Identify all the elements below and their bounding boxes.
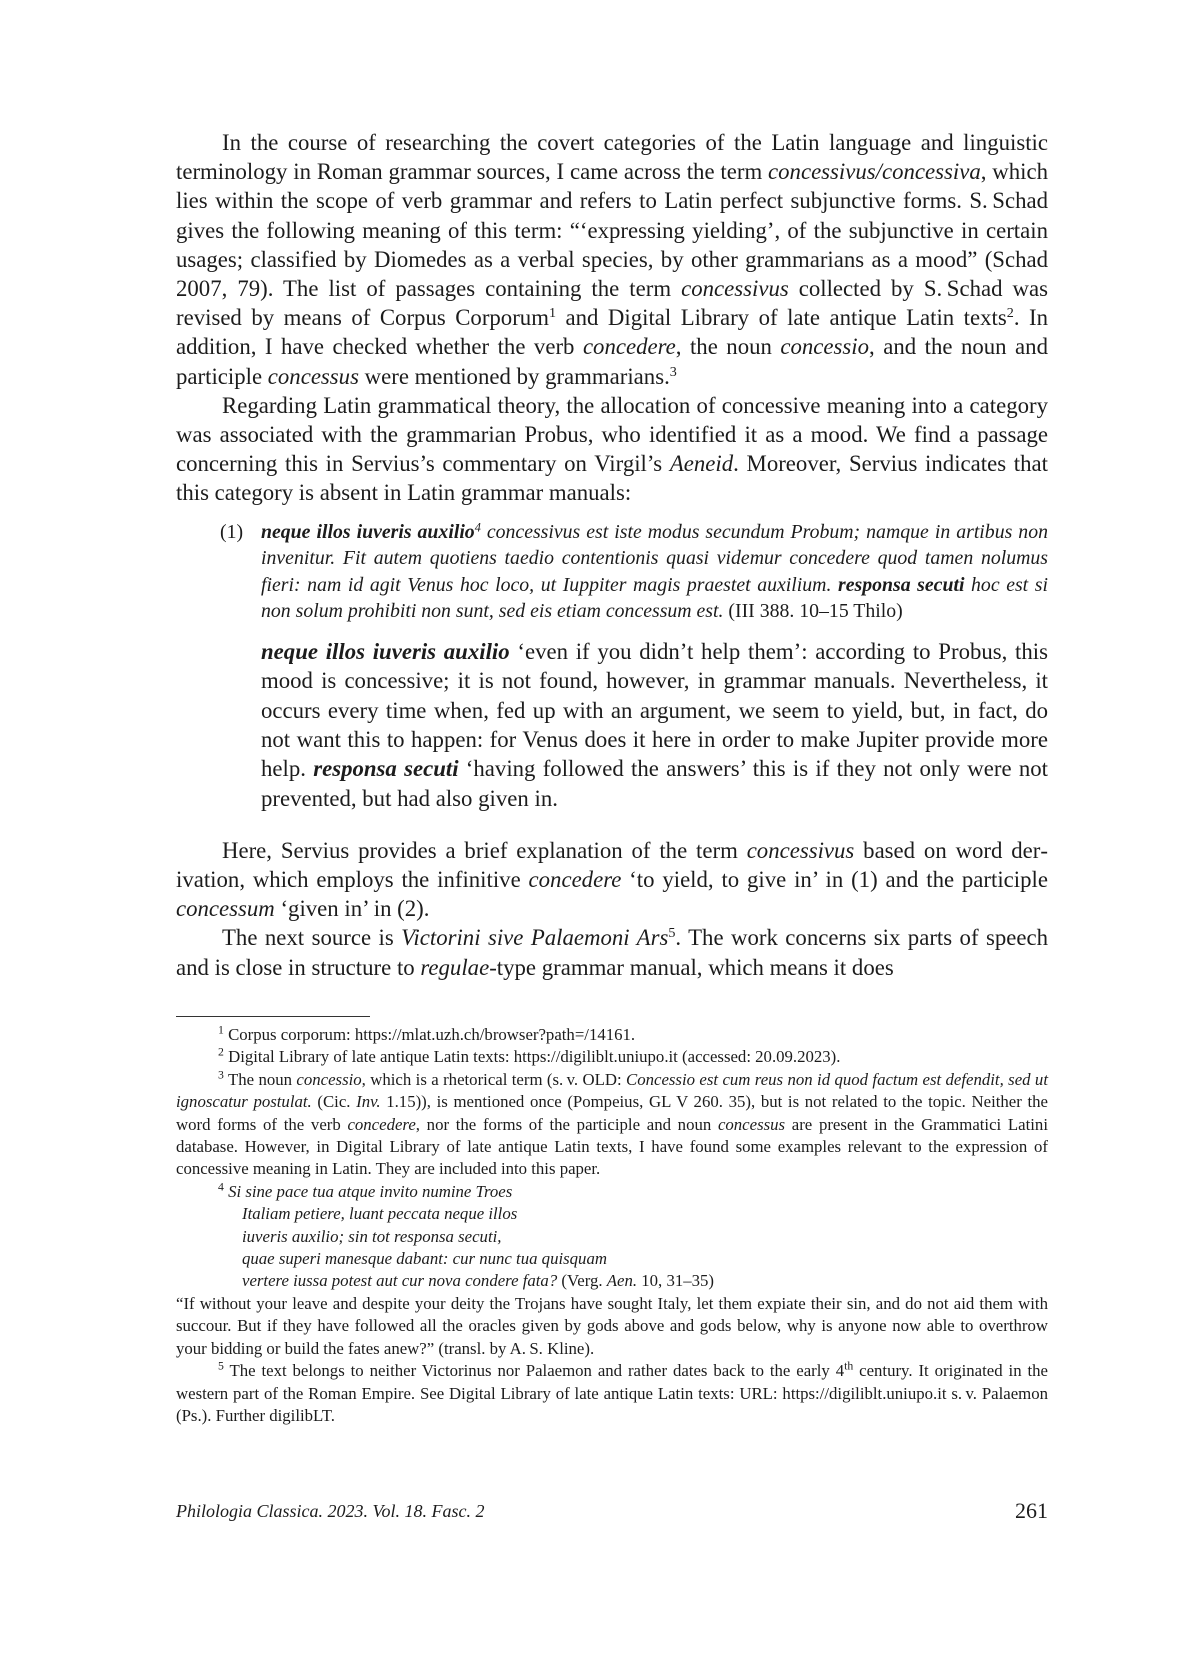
text-run: , the noun [675,334,781,360]
term-concessivus: concessivus [681,276,789,302]
footnote-number: 4 [218,1180,224,1194]
verse-line-2: Italiam petiere, luant peccata neque illos [242,1204,518,1224]
translation-lemma-2: responsa secuti [313,756,459,782]
footnote-number: 2 [218,1045,224,1059]
term-concessio: concessio [780,334,870,360]
footnote-5 [176,1360,1048,1427]
example-latin-text-1: concessivus est iste modus secundum Probum; namque in artibus non invenitur. Fit autem quotiens taedio contentionis quasi videmur concedere quod tamen nolumus fieri: nam id agit Venus hoc loco, ut Iuppiter magis praestet auxilium. [261,520,1048,596]
example-lemma-1: neque illos iuveris auxilio [261,520,475,543]
footnote-ref-2[interactable]: 2 [1006,305,1014,322]
text-run: The text belongs to neither Victorinus nor Palaemon and rather dates back to the early 4 [229,1361,845,1381]
footnote-ref-1[interactable]: 1 [548,305,556,322]
text-run: , which lies within the scope of verb grammar and refers to Latin perfect subjunctive forms. S. Schad gives the following meaning of this term: “‘expressing yielding’, of the subjunctive in certain usages; classified by Diomedes as a verbal species, by other grammarians as a mood” (Schad 2007, 79). The list of passages containing the term [176,159,1048,302]
footnote-number: 5 [218,1359,224,1373]
text-run: . In addition, I have checked whether the verb [176,305,1049,360]
term-concedere: concedere [528,867,622,892]
quote-concessio-definition: Concessio est cum reus non id quod factum est defendit, sed ut ignoscatur postulat. [176,1069,1048,1112]
body-text [176,128,1048,982]
text-run: ‘to yield, to give in’ in (1) and the participle [621,867,1048,892]
text-run: century. It originated in the western part of the Roman Empire. See Digital Library of late antique Latin texts: URL: https://digiliblt.uniupo.it s. v. Palaemon (Ps.). Further digilibLT. [176,1361,1048,1425]
verse-line-3: iuveris auxilio; sin tot responsa secuti, [242,1226,502,1246]
footnotes [176,1024,1048,1427]
example-reference: (III 388. 10–15 Thilo) [723,600,903,623]
verse-line-1: Si sine pace tua atque invito numine Troes [228,1181,513,1201]
text-run: Regarding Latin grammatical theory, the allocation of concessive meaning into a category was associated with the grammarian Probus, who identified it as a mood. We find a passage concerning this in Servius’s commentary on Virgil’s [176,392,1048,477]
text-run: ‘having followed the answers’ this is if they not only were not prevented, but had also given in. [261,756,1048,811]
example-translation [261,637,1048,813]
footnote-ref-3[interactable]: 3 [669,363,677,380]
text-run: are present in the Grammatici Latini database. However, in Digital Library of late antique Latin texts, I have found some examples relevant to the expression of concessive meaning in Latin. They are included into this paper. [176,1114,1048,1179]
footnote-3 [176,1069,1048,1181]
title-ars: Victorini sive Palaemoni Ars [401,925,669,951]
journal-reference: Philologia Classica. 2023. Vol. 18. Fasc. 2 [176,1501,485,1521]
verse-text: vertere iussa potest aut cur nova condere fata? [242,1271,558,1291]
text-run: collected by S. Schad was revised by means of Corpus Corporum [176,276,1048,331]
footnote-ref-4[interactable]: 4 [474,519,481,534]
text-run: (Cic. [311,1092,357,1112]
paragraph-1 [176,128,1048,391]
example-latin-text-2: hoc est si non solum prohibiti non sunt, sed eis etiam concessum est. [261,573,1048,623]
example-number: (1) [220,520,244,543]
footnote-4 [176,1181,1048,1203]
translation-lemma-1: neque illos iuveris auxilio [261,639,510,665]
text-run: based on word derivation, which employs the infinitive [176,837,1048,892]
term-concessum: concessum [176,896,275,922]
verse-reference: 10, 31–35) [637,1271,714,1291]
title-inv: Inv. [356,1092,381,1112]
footnote-4-translation: “If without your leave and despite your deity the Trojans have sought Italy, let them expiate their sin, and do not aid them with succour. But if they have followed all the oracles given by gods above and gods below, why is anyone now able to overthrow your bidding or build the fates anew?” (transl. by A. S. Kline). [176,1293,1048,1358]
text-run: , and the noun and participle [176,334,1048,389]
text-run: The next source is [222,925,402,951]
example-lemma-2: responsa secuti [838,573,965,596]
footnote-1 [176,1024,1048,1046]
ordinal-suffix: th [844,1359,854,1373]
text-run: In the course of researching the covert categories of the Latin language and linguistic terminology in Roman grammar sources, I came across the term [176,130,1048,185]
text-run: , nor the forms of the participle and noun [415,1114,718,1134]
term-concessio: concessio [296,1069,362,1089]
title-aeneid: Aeneid [669,451,734,477]
footnote-number: 3 [218,1068,224,1082]
term-concedere: concedere [347,1114,416,1134]
footnote-text: Corpus corporum: https://mlat.uzh.ch/browser?path=/14161. [228,1025,636,1044]
term-concessus: concessus [267,363,359,389]
text-run: . The work concerns six parts of speech and is close in structure to [176,925,1049,980]
term-concessus: concessus [717,1114,786,1134]
footnote-2 [176,1046,1048,1068]
text-run: ‘even if you didn’t help them’: according to Probus, this mood is concessive; it is not found, however, in grammar manuals. Nevertheless, it occurs every time when, fed up with an argument, we seem to yield, but, in fact, do not want this to happen: for Venus does it here in order to make Jupiter provide more help. [261,639,1048,782]
text-run: . Moreover, Servius indicates that this category is absent in Latin grammar manuals: [176,451,1048,506]
footnote-ref-5[interactable]: 5 [668,925,676,942]
term-concedere: concedere [582,334,676,360]
footnote-number: 1 [218,1023,224,1037]
example-1 [176,519,1048,625]
running-footer [176,1496,1048,1526]
verse-line-4: quae superi manesque dabant: cur nunc tua quisquam [242,1249,607,1269]
verse-reference: (Verg. [557,1271,607,1291]
text-run: and Digital Library of late antique Latin texts [556,305,1007,331]
footnote-text: Digital Library of late antique Latin texts: https://digiliblt.uniupo.it (accessed: 20.09.2023). [228,1047,841,1067]
text-run: were mentioned by grammarians. [358,363,670,389]
page-number: 261 [1015,1498,1048,1523]
text-run: The noun [227,1069,297,1089]
text-run: Here, Servius provides a brief explanation of the term [222,837,747,863]
title-aen: Aen. [606,1271,638,1291]
verse-line-5 [176,1270,1048,1292]
footnote-separator [176,1016,370,1017]
paragraph-4 [176,923,1048,981]
term-concessivus-concessiva: concessivus/concessiva [768,159,981,185]
term-concessivus: concessivus [746,837,855,863]
text-run: , which is a rhetorical term (s. v. OLD: [361,1069,627,1089]
paragraph-2 [176,391,1048,508]
text-run: ‘given in’ in (2). [274,896,430,922]
term-regulae: regulae [420,954,490,980]
paragraph-3 [176,836,1048,924]
text-run: 1.15)), is mentioned once (Pompeius, GL V 260. 35), but is not related to the topic. Neither the word forms of the verb [176,1092,1048,1134]
text-run: -type grammar manual, which means it does [489,954,894,980]
